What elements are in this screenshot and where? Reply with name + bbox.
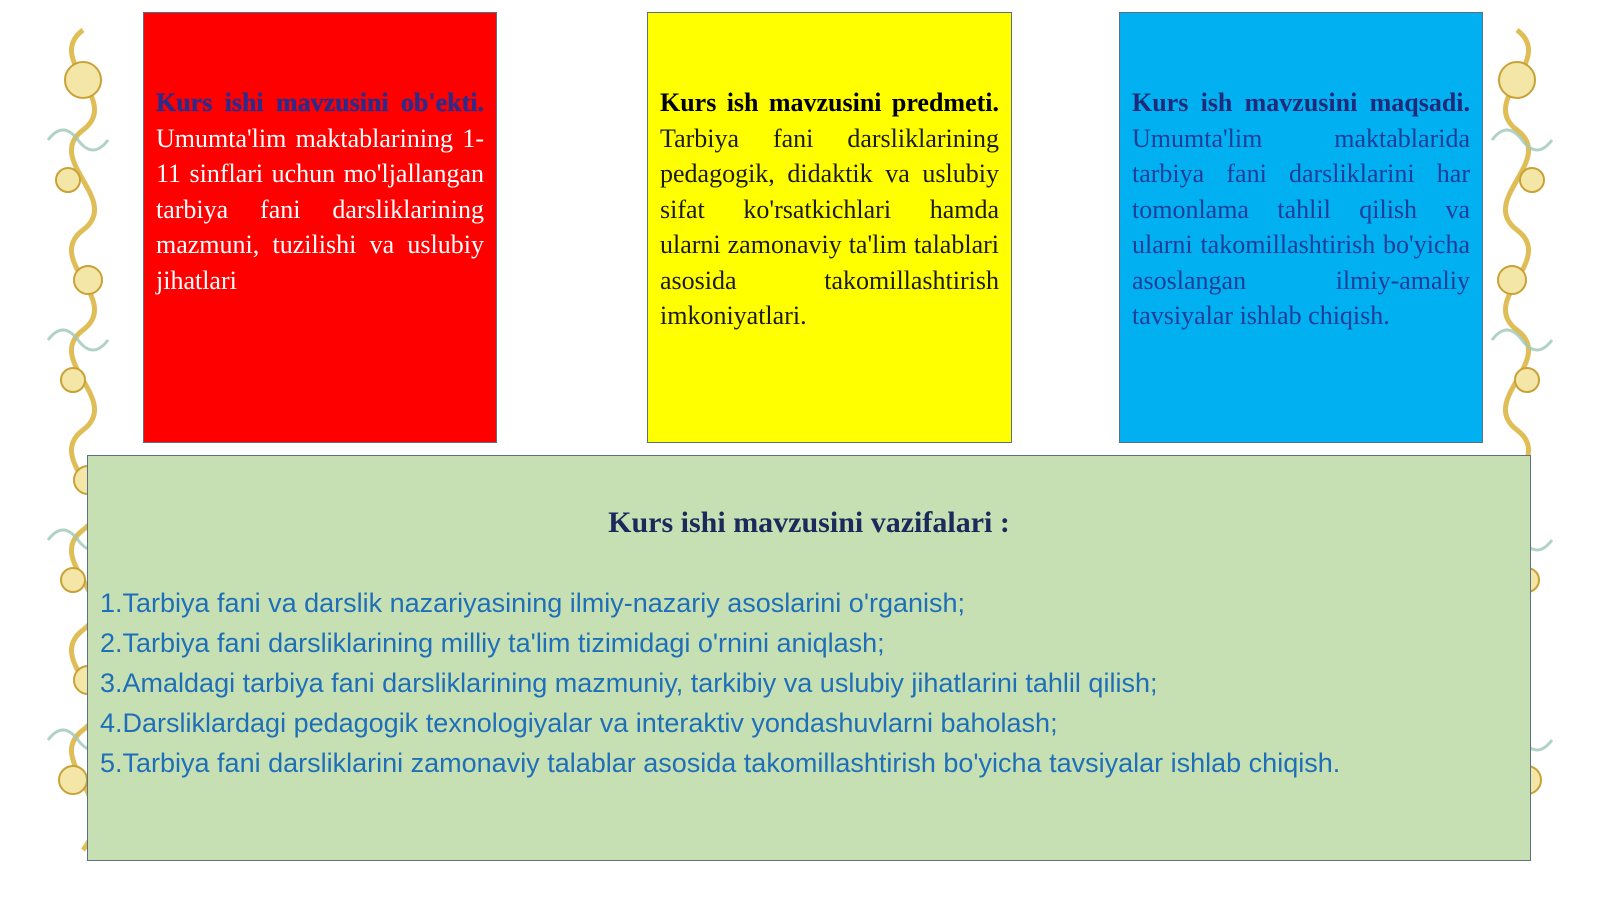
aim-card-text: Umumta'lim maktablarida tarbiya fani darsliklarini har tomonlama tahlil qilish va ularni takomillashtirish bo'yicha asoslangan ilmiy-amaliy tavsiyalar ishlab chiqish. [1132, 123, 1470, 330]
subject-card-heading: Kurs ish mavzusini predmeti. [660, 88, 999, 117]
aim-card-heading: Kurs ish mavzusini maqsadi. [1132, 88, 1470, 117]
subject-card [647, 12, 1012, 443]
list-item: 3.Amaldagi tarbiya fani darsliklarining mazmuniy, tarkibiy va uslubiy jihatlarini tahlil qilish; [100, 668, 1158, 698]
object-card [143, 12, 497, 443]
list-item: 4.Darsliklardagi pedagogik texnologiyalar va interaktiv yondashuvlarni baholash; [100, 708, 1058, 738]
list-item: 1.Tarbiya fani va darslik nazariyasining ilmiy-nazariy asoslarini o'rganish; [100, 588, 966, 618]
subject-card-text: Tarbiya fani darsliklarining pedagogik, didaktik va uslubiy sifat ko'rsatkichlari hamda ularni zamonaviy ta'lim talablari asosida takomillashtirish imkoniyatlari. [660, 123, 999, 330]
object-card-text: Umumta'lim maktablarining 1-11 sinflari uchun mo'ljallangan tarbiya fani darsliklarining mazmuni, tuzilishi va uslubiy jihatlari [156, 123, 484, 295]
tasks-panel [87, 455, 1531, 861]
aim-card [1119, 12, 1483, 443]
tasks-list [100, 583, 1340, 783]
list-item: 5.Tarbiya fani darsliklarini zamonaviy talablar asosida takomillashtirish bo'yicha tavsiyalar ishlab chiqish. [100, 748, 1341, 778]
list-item: 2.Tarbiya fani darsliklarining milliy ta'lim tizimidagi o'rnini aniqlash; [100, 628, 885, 658]
tasks-title: Kurs ishi mavzusini vazifalari : [608, 506, 1010, 539]
object-card-heading: Kurs ishi mavzusini ob'ekti. [156, 88, 484, 117]
